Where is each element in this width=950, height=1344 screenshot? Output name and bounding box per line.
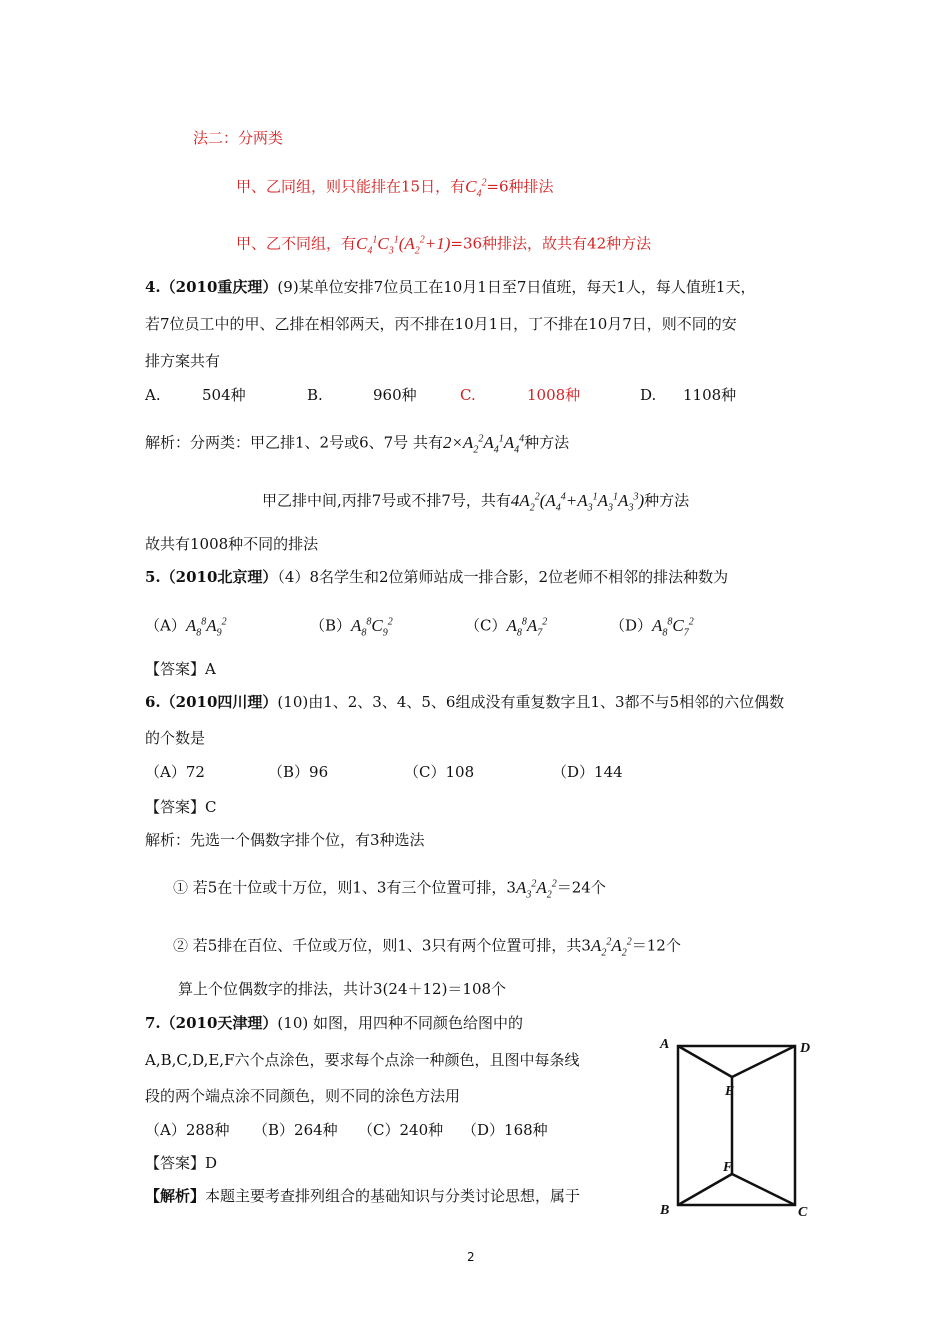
q6-analysis2: ① 若5在十位或十万位，则1、3有三个位置可排，$3A_3^2A_2^2=24$个 <box>173 877 606 901</box>
q4-analysis3: 故共有1008种不同的排法 <box>145 535 319 553</box>
q6-analysis1: 解析：先选一个偶数字排个位，有3种选法 <box>145 831 425 849</box>
q7-option-d: （D）168种 <box>462 1121 548 1139</box>
figure-label-a: A <box>660 1037 670 1052</box>
q5-option-c: $(C)A_8^8A_7^2$ <box>465 615 548 639</box>
q4-option-b-value: 960种 <box>373 386 417 404</box>
q4-analysis1: 解析：分两类：甲乙排1、2号或6、7号 共有$2\times A_2^2A_4^1A_4^4$种方法 <box>145 432 570 456</box>
q6-answer: 【答案】C <box>145 798 217 816</box>
page-number: 2 <box>467 1250 475 1264</box>
q7-line2: A,B,C,D,E,F六个点涂色，要求每个点涂一种颜色，且图中每条线 <box>145 1051 580 1069</box>
q4-option-c-label: C. <box>460 386 476 404</box>
q7-option-c: （C）240种 <box>358 1121 444 1139</box>
q6-line1: 6.（2010四川理）(10)由1、2、3、4、5、6组成没有重复数字且1、3都不与5相邻的六位偶数 <box>145 693 785 711</box>
q7-line1: 7.（2010天津理）(10) 如图，用四种不同颜色给图中的 <box>145 1014 523 1032</box>
figure-label-b: B <box>660 1203 670 1218</box>
q4-option-a-label: A. <box>145 386 161 404</box>
q4-option-c-value: 1008种 <box>527 386 581 404</box>
q7-analysis: 【解析】本题主要考查排列组合的基础知识与分类讨论思想，属于 <box>145 1187 581 1205</box>
q7-option-b: （B）264种 <box>253 1121 338 1139</box>
figure-edge-de <box>732 1046 795 1077</box>
q6-option-d: （D）144 <box>552 763 623 781</box>
q4-option-a-value: 504种 <box>202 386 246 404</box>
q4-analysis2: 甲乙排中间,丙排7号或不排7号，共有$4A_2^2(A_4^4+A_3^1A_3^1A_3^3)$种方法 <box>262 490 690 514</box>
q4-line2: 若7位员工中的甲、乙排在相邻两天，丙不排在10月1日，丁不排在10月7日，则不同的安 <box>145 315 737 333</box>
figure-label-d: D <box>800 1041 811 1056</box>
q4-option-b-label: B. <box>307 386 323 404</box>
q5-option-d: $(D)A_8^8C_7^2$ <box>610 615 694 639</box>
q6-line2: 的个数是 <box>145 729 206 747</box>
figure-edge-fb <box>678 1174 732 1205</box>
q7-option-a: （A）288种 <box>145 1121 230 1139</box>
method2-line2: 甲、乙不同组，有$C_4^1C_3^1(A_2^2+1)=36$种排法，故共有42种方法 <box>236 233 652 257</box>
figure-rectangle <box>678 1046 795 1205</box>
method2-line1: 甲、乙同组，则只能排在15日，有$C_4^2=6$种排法 <box>236 176 554 200</box>
figure-label-f: F <box>723 1160 733 1175</box>
figure-label-e: E <box>725 1084 735 1099</box>
q6-analysis4: 算上个位偶数字的排法，共计3(24＋12)＝108个 <box>178 980 507 998</box>
q4-line1: 4.（2010重庆理）(9)某单位安排7位员工在10月1日至7日值班，每天1人，每人值班1天， <box>145 278 756 296</box>
method2-title: 法二：分两类 <box>193 129 284 147</box>
q5-answer: 【答案】A <box>145 660 216 678</box>
figure-edge-ae <box>678 1046 732 1077</box>
q4-line3: 排方案共有 <box>145 352 221 370</box>
q5-option-b: $(B)A_8^8C_9^2$ <box>310 615 393 639</box>
q7-line3: 段的两个端点涂不同颜色，则不同的涂色方法用 <box>145 1087 461 1105</box>
figure-label-c: C <box>798 1205 808 1220</box>
q5-line1: 5.（2010北京理）（4）8名学生和2位第师站成一排合影，2位老师不相邻的排法种数为 <box>145 568 729 586</box>
q6-analysis3: ② 若5排在百位、千位或万位，则1、3只有两个位置可排，共$3A_2^2A_2^2=12$个 <box>173 935 681 959</box>
q6-option-a: （A）72 <box>145 763 205 781</box>
q4-option-d-label: D. <box>640 386 657 404</box>
figure-edge-fc <box>732 1174 795 1205</box>
q6-option-c: （C）108 <box>404 763 475 781</box>
q6-option-b: （B）96 <box>268 763 329 781</box>
q5-option-a: $(A)A_8^8A_9^2$ <box>145 615 227 639</box>
q7-answer: 【答案】D <box>145 1154 218 1172</box>
q4-option-d-value: 1108种 <box>683 386 737 404</box>
q7-figure <box>648 1015 828 1220</box>
